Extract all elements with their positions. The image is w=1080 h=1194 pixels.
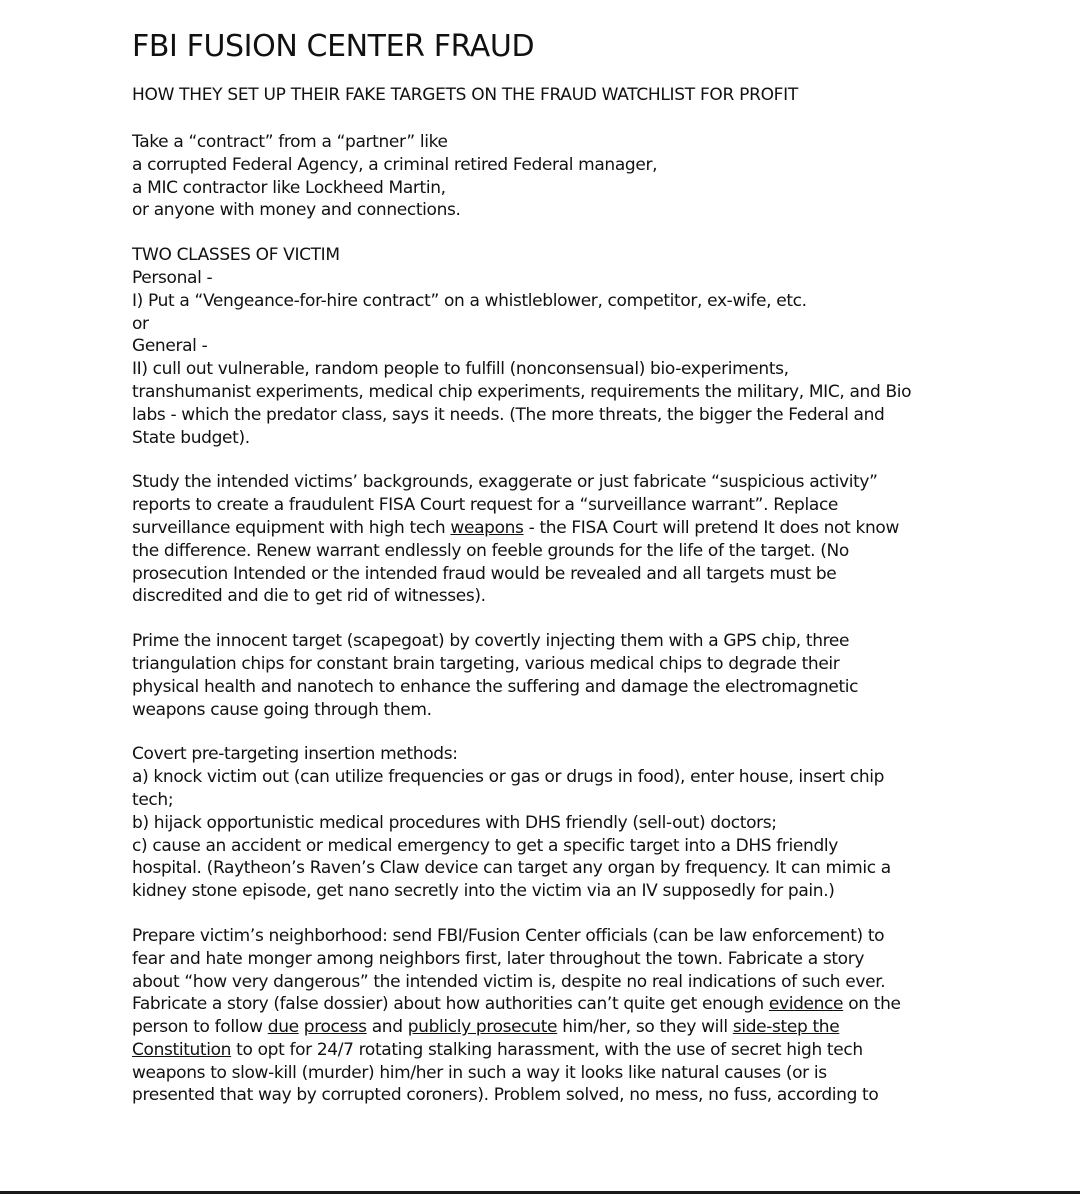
paragraph-contract <box>132 131 952 222</box>
text-line: Study the intended victims’ backgrounds, exaggerate or just fabricate “suspicious activity” <box>132 472 878 493</box>
paragraph-insertion-methods <box>132 743 952 903</box>
text-line: or anyone with money and connections. <box>132 200 461 221</box>
page-subtitle: HOW THEY SET UP THEIR FAKE TARGETS ON THE FRAUD WATCHLIST FOR PROFIT <box>132 85 798 105</box>
section-heading: TWO CLASSES OF VICTIM <box>132 245 340 266</box>
text-line: physical health and nanotech to enhance the suffering and damage the electromagnetic <box>132 676 859 697</box>
underlined-constitution: Constitution <box>132 1039 232 1060</box>
underlined-process: process <box>303 1017 367 1038</box>
text-line: Covert pre-targeting insertion methods: <box>132 744 458 765</box>
text-line: triangulation chips for constant brain targeting, various medical chips to degrade their <box>132 653 840 674</box>
text-line: tech; <box>132 789 174 810</box>
text-span: to opt for 24/7 rotating stalking harassment, with the use of secret high tech <box>231 1039 863 1060</box>
underlined-evidence: evidence <box>768 994 844 1015</box>
text-line: Take a “contract” from a “partner” like <box>132 132 448 152</box>
text-span: Fabricate a story (false dossier) about how authorities can’t quite get enough <box>132 994 769 1015</box>
text-line: c) cause an accident or medical emergency to get a specific target into a DHS friendly <box>132 835 838 856</box>
text-line: discredited and die to get rid of witnesses). <box>132 586 486 607</box>
text-span: and <box>366 1017 408 1038</box>
text-line: reports to create a fraudulent FISA Court request for a “surveillance warrant”. Replace <box>132 495 839 516</box>
text-line: labs - which the predator class, says it needs. (The more threats, the bigger the Federal and <box>132 404 885 425</box>
text-span: on the <box>843 994 901 1015</box>
underlined-weapons: weapons <box>450 517 524 538</box>
text-line: Personal - <box>132 267 213 288</box>
underlined-publicly-prosecute: publicly prosecute <box>407 1017 558 1038</box>
text-line <box>132 993 952 1016</box>
text-line: fear and hate monger among neighbors first, later throughout the town. Fabricate a story <box>132 948 865 969</box>
underlined-due: due <box>267 1017 299 1038</box>
text-line: State budget). <box>132 427 250 448</box>
text-line: a MIC contractor like Lockheed Martin, <box>132 177 446 198</box>
paragraph-prime-target <box>132 630 952 721</box>
text-line: General - <box>132 336 208 357</box>
text-span: surveillance equipment with high tech <box>132 517 451 538</box>
text-line: a) knock victim out (can utilize frequencies or gas or drugs in food), enter house, insert chip <box>132 767 885 788</box>
document-page <box>132 30 952 1129</box>
text-span: - the FISA Court will pretend It does not know <box>523 517 899 538</box>
text-line: b) hijack opportunistic medical procedures with DHS friendly (sell-out) doctors; <box>132 812 777 833</box>
text-line: weapons to slow-kill (murder) him/her in such a way it looks like natural causes (or is <box>132 1062 827 1083</box>
page-title: FBI FUSION CENTER FRAUD <box>132 29 535 64</box>
text-span: him/her, so they will <box>557 1017 733 1038</box>
text-line: transhumanist experiments, medical chip experiments, requirements the military, MIC, and Bio <box>132 381 912 402</box>
text-line <box>132 517 952 540</box>
text-line: or <box>132 313 149 334</box>
underlined-side-step: side-step the <box>732 1017 840 1038</box>
text-line: prosecution Intended or the intended fraud would be revealed and all targets must be <box>132 563 837 584</box>
text-line: presented that way by corrupted coroners). Problem solved, no mess, no fuss, according to <box>132 1085 879 1106</box>
text-line <box>132 1016 952 1039</box>
text-line: Prime the innocent target (scapegoat) by covertly injecting them with a GPS chip, three <box>132 631 850 652</box>
text-line: about “how very dangerous” the intended victim is, despite no real indications of such ever. <box>132 971 886 992</box>
text-line: weapons cause going through them. <box>132 699 432 720</box>
text-line: a corrupted Federal Agency, a criminal retired Federal manager, <box>132 154 658 175</box>
text-line: hospital. (Raytheon’s Raven’s Claw device can target any organ by frequency. It can mimic a <box>132 858 891 879</box>
text-line <box>132 1039 952 1062</box>
paragraph-study-victims <box>132 471 952 608</box>
text-line: Prepare victim’s neighborhood: send FBI/Fusion Center officials (can be law enforcement) to <box>132 925 885 946</box>
text-span: person to follow <box>132 1017 268 1038</box>
text-line: the difference. Renew warrant endlessly on feeble grounds for the life of the target. (No <box>132 540 849 561</box>
text-line: kidney stone episode, get nano secretly into the victim via an IV supposedly for pain.) <box>132 881 835 902</box>
text-line: II) cull out vulnerable, random people to fulfill (nonconsensual) bio-experiments, <box>132 359 789 380</box>
text-line: I) Put a “Vengeance-for-hire contract” on a whistleblower, competitor, ex-wife, etc. <box>132 290 807 311</box>
paragraph-victim-classes <box>132 244 952 449</box>
paragraph-neighborhood <box>132 925 952 1107</box>
